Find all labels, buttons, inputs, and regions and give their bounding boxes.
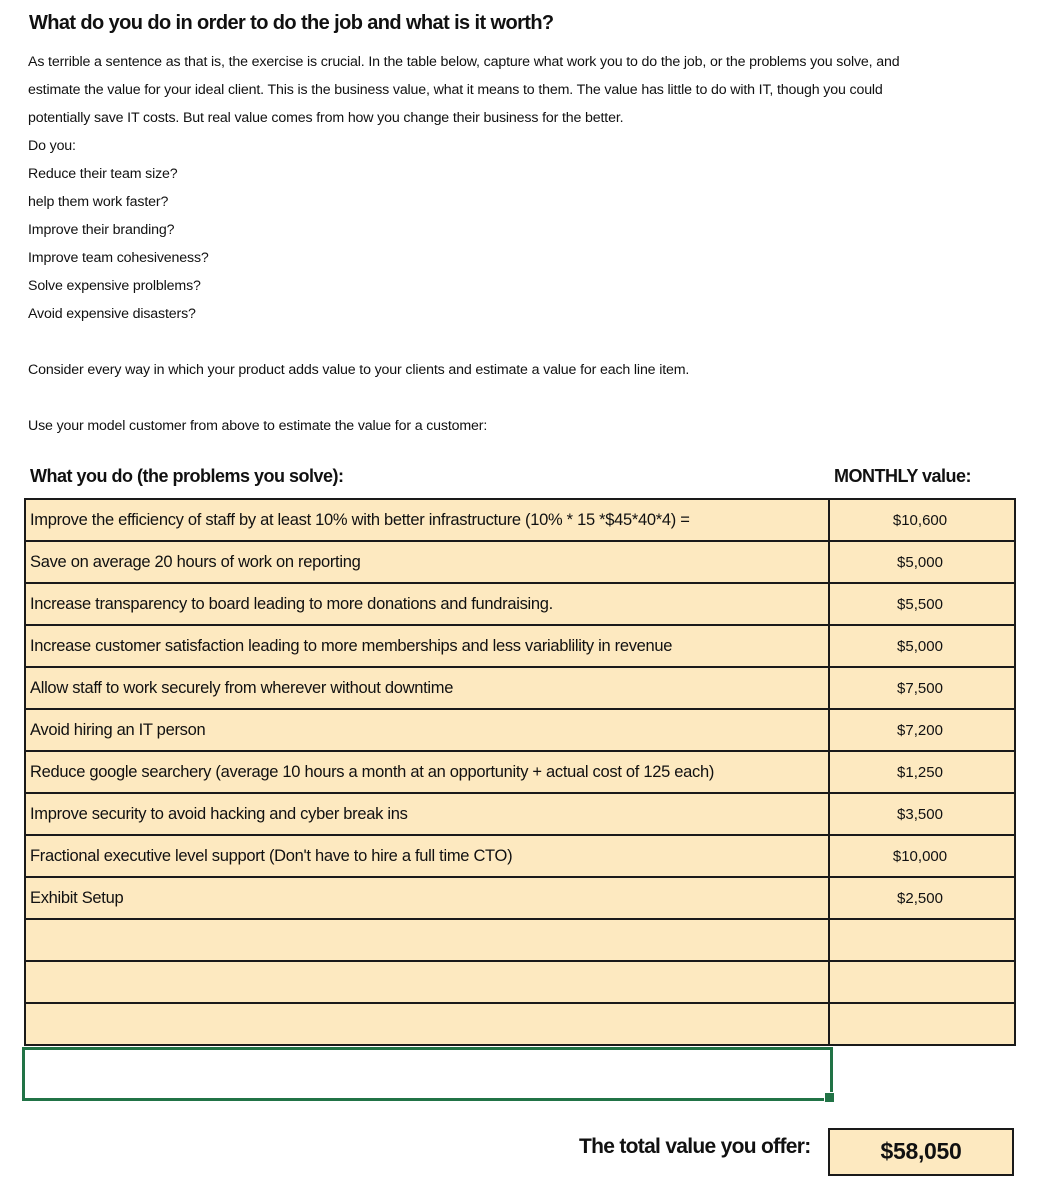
table-row xyxy=(25,709,1015,751)
monthly-value-cell[interactable]: $10,000 xyxy=(829,835,1015,877)
monthly-value-cell[interactable]: $10,600 xyxy=(829,499,1015,541)
table-header-problems: What you do (the problems you solve): xyxy=(30,466,344,486)
monthly-value-cell[interactable] xyxy=(829,919,1015,961)
monthly-value-cell[interactable] xyxy=(829,961,1015,1003)
problem-cell[interactable]: Avoid hiring an IT person xyxy=(25,709,829,751)
intro-line-1: As terrible a sentence as that is, the exercise is crucial. In the table below, capture what work you to do the job, or the problems you solve, and xyxy=(28,54,900,70)
monthly-value-cell[interactable] xyxy=(829,1003,1015,1045)
question-item: Improve their branding? xyxy=(28,222,175,238)
table-row xyxy=(25,835,1015,877)
page-title: What do you do in order to do the job and what is it worth? xyxy=(29,12,554,34)
table-row xyxy=(25,751,1015,793)
problem-cell[interactable]: Fractional executive level support (Don't have to hire a full time CTO) xyxy=(25,835,829,877)
total-value-cell[interactable]: $58,050 xyxy=(828,1128,1014,1176)
table-row xyxy=(25,961,1015,1003)
problem-cell[interactable]: Improve security to avoid hacking and cyber break ins xyxy=(25,793,829,835)
table-row xyxy=(25,625,1015,667)
table-row xyxy=(25,877,1015,919)
problem-cell[interactable] xyxy=(25,919,829,961)
table-row xyxy=(25,499,1015,541)
question-item: help them work faster? xyxy=(28,194,169,210)
table-row xyxy=(25,793,1015,835)
question-item: Improve team cohesiveness? xyxy=(28,250,209,266)
intro-line-2: estimate the value for your ideal client. This is the business value, what it means to them. The value has little to do with IT, though you could xyxy=(28,82,883,98)
problem-cell[interactable] xyxy=(25,1003,829,1045)
problem-cell[interactable]: Increase transparency to board leading to more donations and fundraising. xyxy=(25,583,829,625)
table-row xyxy=(25,583,1015,625)
monthly-value-cell[interactable]: $2,500 xyxy=(829,877,1015,919)
total-label: The total value you offer: xyxy=(579,1135,811,1158)
problem-cell[interactable]: Increase customer satisfaction leading to more memberships and less variablility in revenue xyxy=(25,625,829,667)
problem-cell[interactable]: Allow staff to work securely from wherever without downtime xyxy=(25,667,829,709)
problem-cell[interactable]: Reduce google searchery (average 10 hours a month at an opportunity + actual cost of 125 each) xyxy=(25,751,829,793)
model-customer-instruction: Use your model customer from above to estimate the value for a customer: xyxy=(28,418,488,434)
do-you-label: Do you: xyxy=(28,138,76,154)
monthly-value-cell[interactable]: $7,200 xyxy=(829,709,1015,751)
table-row xyxy=(25,919,1015,961)
table-row xyxy=(25,541,1015,583)
problem-cell[interactable]: Exhibit Setup xyxy=(25,877,829,919)
monthly-value-cell[interactable]: $3,500 xyxy=(829,793,1015,835)
monthly-value-cell[interactable]: $1,250 xyxy=(829,751,1015,793)
consider-instruction: Consider every way in which your product adds value to your clients and estimate a value for each line item. xyxy=(28,362,690,378)
monthly-value-cell[interactable]: $7,500 xyxy=(829,667,1015,709)
problem-cell[interactable] xyxy=(25,961,829,1003)
monthly-value-cell[interactable]: $5,000 xyxy=(829,625,1015,667)
problem-cell[interactable]: Save on average 20 hours of work on reporting xyxy=(25,541,829,583)
table-header-monthly-value: MONTHLY value: xyxy=(834,466,972,486)
value-table xyxy=(24,498,1016,1046)
question-item: Solve expensive prolblems? xyxy=(28,278,201,294)
question-item: Avoid expensive disasters? xyxy=(28,306,196,322)
intro-line-3: potentially save IT costs. But real value comes from how you change their business for the better. xyxy=(28,110,624,126)
question-item: Reduce their team size? xyxy=(28,166,178,182)
table-row xyxy=(25,667,1015,709)
fill-handle[interactable] xyxy=(824,1092,835,1103)
monthly-value-cell[interactable]: $5,000 xyxy=(829,541,1015,583)
monthly-value-cell[interactable]: $5,500 xyxy=(829,583,1015,625)
active-cell-selection xyxy=(22,1047,833,1101)
problem-cell[interactable]: Improve the efficiency of staff by at least 10% with better infrastructure (10% * 15 *$45*40*4) = xyxy=(25,499,829,541)
table-row xyxy=(25,1003,1015,1045)
